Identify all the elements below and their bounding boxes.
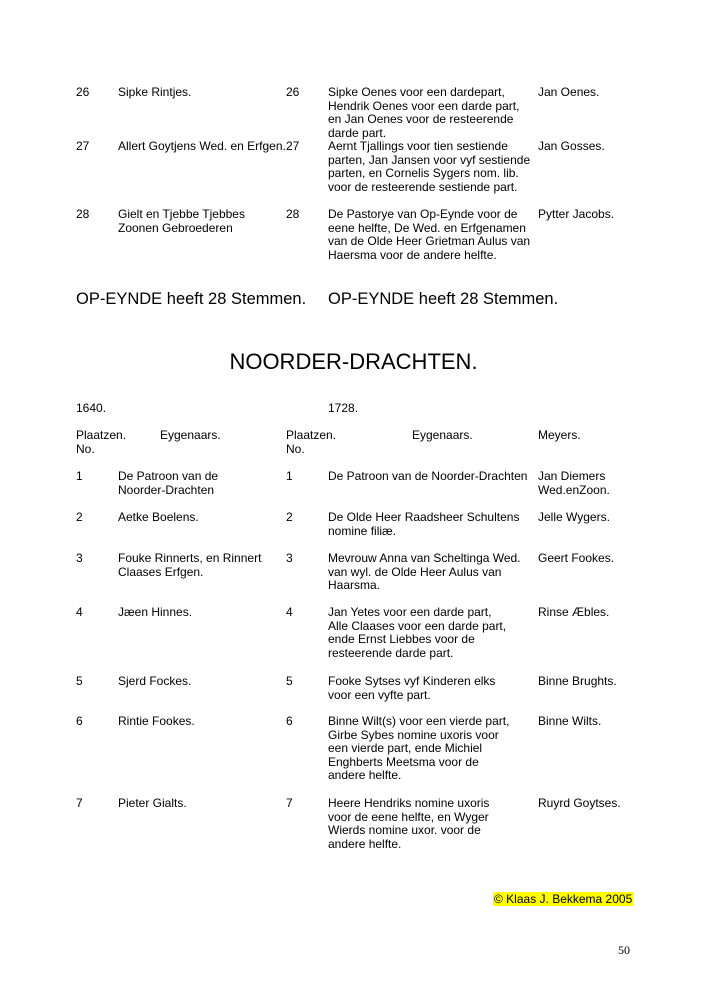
owner-1728: De Pastorye van Op-Eynde voor de eene helfte, De Wed. en Erfgenamen van de Olde Heer Grietman Aulus van Haersma voor de andere helfte. (328, 207, 531, 262)
plaats-no-1640: 26 (76, 85, 90, 99)
plaats-no-1640: 2 (76, 510, 83, 524)
plaats-no-1640: 6 (76, 714, 83, 728)
plaats-no-1728: 7 (286, 796, 293, 810)
header-plaatzen-1640: Plaatzen. (76, 428, 127, 442)
owner-1640: Allert Goytjens Wed. en Erfgen. (118, 139, 286, 153)
plaats-no-1728: 4 (286, 605, 293, 619)
plaats-no-1728: 5 (286, 674, 293, 688)
owner-1728: Jan Yetes voor een darde part, Alle Claases voor een darde part, ende Ernst Liebbes voor de resteerende darde part. (328, 605, 507, 660)
owner-1728: De Patroon van de Noorder-Drachten (328, 469, 528, 483)
meyer: Jan Diemers Wed.enZoon. (538, 469, 610, 497)
owner-1728: Sipke Oenes voor een dardepart, Hendrik Oenes voor een darde part, en Jan Oenes voor de resteerende darde part. (328, 85, 520, 140)
plaats-no-1728: 27 (286, 139, 300, 153)
plaats-no-1728: 1 (286, 469, 293, 483)
summary-left: OP-EYNDE heeft 28 Stemmen. (76, 290, 307, 308)
header-eygenaars-1640: Eygenaars. (160, 428, 221, 442)
header-no-1728: No. (286, 442, 305, 456)
owner-1640: Rintie Fookes. (118, 714, 195, 728)
owner-1728: De Olde Heer Raadsheer Schultens nomine filiæ. (328, 510, 520, 538)
owner-1640: Gielt en Tjebbe Tjebbes Zoonen Gebroederen (118, 207, 245, 235)
meyer: Binne Wilts. (538, 714, 602, 728)
owner-1640: Aetke Boelens. (118, 510, 199, 524)
owner-1640: De Patroon van de Noorder-Drachten (118, 469, 219, 497)
section-title: NOORDER-DRACHTEN. (229, 349, 478, 374)
owner-1728: Fooke Sytses vyf Kinderen elks voor een vyfte part. (328, 674, 496, 702)
plaats-no-1728: 26 (286, 85, 300, 99)
meyer: Binne Brughts. (538, 674, 617, 688)
plaats-no-1640: 5 (76, 674, 83, 688)
plaats-no-1640: 3 (76, 551, 83, 565)
meyer: Geert Fookes. (538, 551, 615, 565)
meyer: Jelle Wygers. (538, 510, 610, 524)
meyer: Pytter Jacobs. (538, 207, 615, 221)
header-meyers: Meyers. (538, 428, 581, 442)
owner-1640: Pieter Gialts. (118, 796, 187, 810)
year-1640: 1640. (76, 401, 107, 415)
owner-1728: Binne Wilt(s) voor een vierde part, Girbe Sybes nomine uxoris voor een vierde part, ende Michiel Enghberts Meetsma voor de andere helfte. (328, 714, 510, 783)
header-plaatzen-1728: Plaatzen. (286, 428, 337, 442)
owner-1640: Sipke Rintjes. (118, 85, 192, 99)
owner-1728: Aernt Tjallings voor tien sestiende parten, Jan Jansen voor vyf sestiende parten, en Cornelis Sygers nom. lib. voor de resteerende sestiende part. (328, 139, 531, 194)
plaats-no-1640: 7 (76, 796, 83, 810)
summary-right: OP-EYNDE heeft 28 Stemmen. (328, 290, 559, 308)
page-number: 50 (618, 943, 630, 957)
owner-1640: Jæen Hinnes. (118, 605, 193, 619)
year-1728: 1728. (328, 401, 359, 415)
copyright-notice: © Klaas J. Bekkema 2005 (494, 892, 633, 906)
meyer: Jan Gosses. (538, 139, 605, 153)
plaats-no-1728: 28 (286, 207, 300, 221)
plaats-no-1728: 6 (286, 714, 293, 728)
meyer: Ruyrd Goytses. (538, 796, 621, 810)
plaats-no-1640: 1 (76, 469, 83, 483)
owner-1728: Heere Hendriks nomine uxoris voor de eene helfte, en Wyger Wierds nomine uxor. voor de andere helfte. (328, 796, 490, 851)
owner-1640: Sjerd Fockes. (118, 674, 192, 688)
header-eygenaars-1728: Eygenaars. (412, 428, 473, 442)
meyer: Jan Oenes. (538, 85, 600, 99)
plaats-no-1640: 28 (76, 207, 90, 221)
plaats-no-1728: 3 (286, 551, 293, 565)
plaats-no-1728: 2 (286, 510, 293, 524)
header-no-1640: No. (76, 442, 95, 456)
plaats-no-1640: 27 (76, 139, 90, 153)
plaats-no-1640: 4 (76, 605, 83, 619)
owner-1728: Mevrouw Anna van Scheltinga Wed. van wyl. de Olde Heer Aulus van Haarsma. (328, 551, 521, 593)
owner-1640: Fouke Rinnerts, en Rinnert Claases Erfgen. (118, 551, 262, 579)
meyer: Rinse Æbles. (538, 605, 610, 619)
